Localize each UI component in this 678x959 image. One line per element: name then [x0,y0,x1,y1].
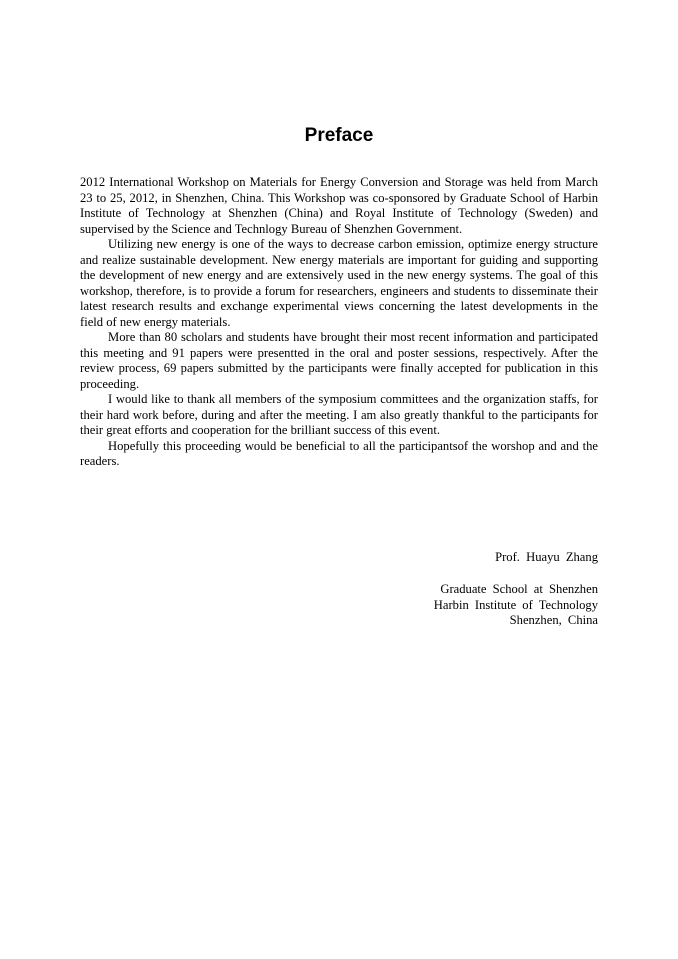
signature-name-block [298,550,598,566]
page-title: Preface [304,125,374,146]
affiliation-line: Shenzhen, China [509,613,598,627]
paragraph-new-energy: Utilizing new energy is one of the ways to decrease carbon emission, optimize energy structure and realize sustainable development. New energy materials are important for guiding and supporting the development of new energy and are extensively used in the new energy systems. The goal of this workshop, therefore, is to provide a forum for researchers, engineers and students to disseminate their latest research results and exchange experimental views concerning the latest developments in the field of new energy materials. [80,237,598,329]
affiliation-line: Harbin Institute of Technology [433,597,598,612]
affiliation-line: Graduate School at Shenzhen [440,582,598,596]
paragraph-intro: 2012 International Workshop on Materials for Energy Conversion and Storage was held from March 23 to 25, 2012, in Shenzhen, China. This Workshop was co-sponsored by Graduate School of Harbin Institute of Technology at Shenzhen (China) and Royal Institute of Technology (Sweden) and supervised by the Science and Technlogy Bureau of Shenzhen Government. [80,175,598,236]
paragraph-participation: More than 80 scholars and students have brought their most recent information and participated this meeting and 91 papers were presentted in the oral and poster sessions, respectively. After the review process, 69 papers submitted by the participants were finally accepted for publication in this proceeding. [80,330,598,391]
paragraph-acknowledgements: I would like to thank all members of the symposium committees and the organization staffs, for their hard work before, during and after the meeting. I am also greatly thankful to the participants for their great efforts and cooperation for the brilliant success of this event. [80,392,598,437]
preface-body [80,175,598,470]
paragraph-closing: Hopefully this proceeding would be beneficial to all the participantsof the worshop and and the readers. [80,438,598,468]
signature-name: Prof. Huayu Zhang [495,550,598,564]
signature-affiliation-block [298,582,598,629]
